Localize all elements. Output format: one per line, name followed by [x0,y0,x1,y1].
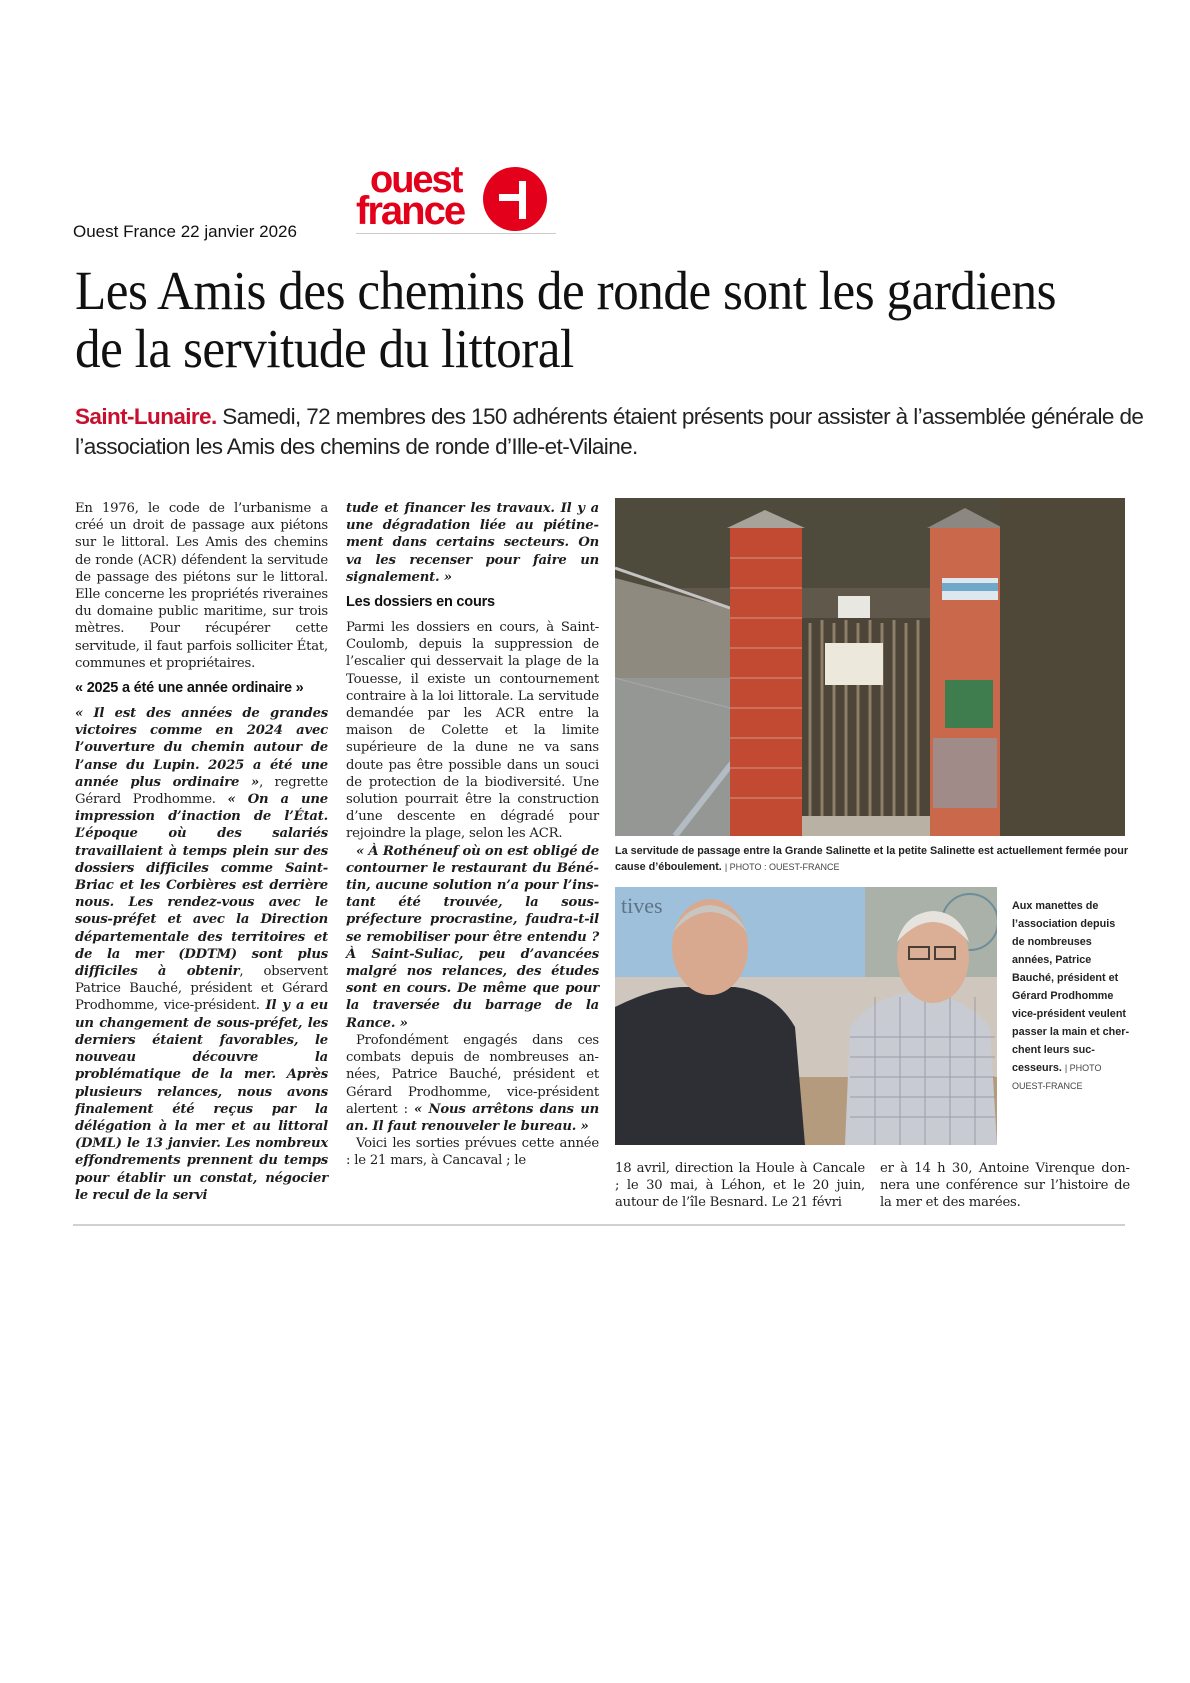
rotheneuf-quote-paragraph [346,843,599,1032]
ouest-france-logo-icon [483,167,547,231]
logo-word-france: france [356,189,465,233]
officers-photo-illustration [615,887,997,1145]
screen-text: tives [621,893,663,918]
article-column-2 [346,500,599,1170]
body-span: , regrette Gérard Prodhomme. [75,774,328,808]
ouest-france-logo [356,159,561,235]
body-span: Profondément engagés dans ces combats depuis de nombreuses années, Patrice Bauché, président et Gérard Prodhomme, vice-président alertent : [346,1032,599,1117]
deck-text: Samedi, 72 membres des 150 adhérents étaient présents pour assister à l’assemblée générale de l’association les Amis des chemins de ronde d’Ille-et-Vilaine. [75,404,1144,459]
engagement-paragraph [346,1032,599,1135]
subhead-2025: « 2025 a été une année ordinaire » [75,680,304,697]
quote-span: Il y a eu un changement de sous-préfet, les derniers étaient favorables, le nouveau découvre la problématique de la mer. Après plusieurs relances, nous avons finalement été reçus par la délégation à la mer et au littoral (DML) le 13 janvier. Les nombreux effondrements prennent du temps pour établir un constat, négocier le recul de la servi [75,998,328,1203]
photo-two-officers [615,887,997,1145]
quote-span: « Il est des années de grandes victoires comme en 2024 avec l’ouverture du chemin autour de l’anse du Lupin. 2025 a été une année plus ordinaire » [75,706,328,790]
quote-span: tude et financer les travaux. Il y a une dégradation liée au piétinement dans certains secteurs. On va les recenser pour faire un signalement. » [346,501,599,585]
article-bottom-divider [73,1224,1125,1226]
article-column-1 [75,500,328,1204]
logo-underline-divider [356,233,556,234]
intro-paragraph: En 1976, le code de l’urbanisme a créé un droit de passage aux piétons sur le littoral. Les Amis des chemins de ronde (ACR) défendent la servitude de passage des piétons sur le littoral. Elle concerne les propriétés riveraines du domaine public maritime, sur trois mètres. Pour récupérer cette servitude, il faut parfois solliciter État, communes et propriétaires. [75,501,328,671]
photo1-caption [615,843,1135,875]
logo-word-ouest: ouest [370,159,462,201]
dossiers-paragraph: Parmi les dossiers en cours, à Saint-Coulomb, depuis la suppression de l’escalier qui desservait la plage de la Touesse, il existe un contournement contraire à la loi littorale. La servitude demandée par les ACR entre la maison de Colette et la limite supérieure de la dune ne va sans doute pas être possible dans un souci de protection de la biodiversité. Une solution pourrait être la construction d’une descente en dégradé pour rejoindre la plage, selon les ACR. [346,620,599,842]
quote-span: « On a une impression d’inaction de l’État. L’époque où des salariés travaillaient à temps plein sur des dossiers difficiles comme Saint-Briac et les Corbières est derrière nous. Les rendez-vous avec le sous-préfet et avec la Direction départementale des territoires et de la mer (DDTM) sont plus difficiles à obtenir [75,792,328,980]
article-column-3 [615,1160,865,1212]
caption-text: La servitude de passage entre la Grande Salinette et la petite Salinette est actuellement fermée pour cause d’éboulement. [615,845,1129,873]
caption-text: Aux manettes de l’association depuis de nombreuses années, Patrice Bauché, président et Gérard Prodhomme vice-président veulent passer la main et cherchent leurs successeurs. [1012,900,1130,1074]
publication-date-line: Ouest France 22 janvier 2026 [73,222,297,241]
photo-credit: | PHOTO OUEST-FRANCE [1012,1063,1102,1091]
article-deck [75,402,1145,462]
sorties-paragraph: Voici les sorties prévues cette année : le 21 mars, à Cancaval ; le [346,1136,599,1169]
sorties-continuation: 18 avril, direction la Houle à Cancale ; le 30 mai, à Léhon, et le 20 juin, autour de l’île Besnard. Le 21 févri [615,1161,865,1211]
quote-paragraph [75,705,328,1204]
photo2-caption [1012,897,1130,1095]
photo-closed-gate [615,498,1125,836]
quote-span: « À Rothéneuf où on est obligé de contourner le restaurant du Bénétin, aucune solution n’a pour l’instant été trouvée, la sous-préfecture procrastine, faudra-t-il se remobiliser pour être entendu ? À Saint-Suliac, peu d’avancées malgré nos relances, des études sont en cours. De même que pour la traversée du barrage de la Rance. » [346,843,600,1031]
body-span: , observent Patrice Bauché, président et Gérard Prodhomme, vice-président. [75,964,328,1014]
dateline-location: Saint-Lunaire. [75,404,217,429]
conference-paragraph: er à 14 h 30, Antoine Virenque donnera une conférence sur l’histoire de la mer et des marées. [880,1161,1130,1211]
quote-continuation [346,500,599,586]
subhead-dossiers: Les dossiers en cours [346,594,495,611]
photo-credit: | PHOTO : OUEST-FRANCE [724,862,840,872]
article-column-4 [880,1160,1130,1212]
article-title: Les Amis des chemins de ronde sont les gardiens de la servitude du littoral [75,260,1057,379]
quote-span: « Nous arrêtons dans un an. Il faut renouveler le bureau. » [346,1101,599,1134]
gate-photo-illustration [615,498,1125,836]
